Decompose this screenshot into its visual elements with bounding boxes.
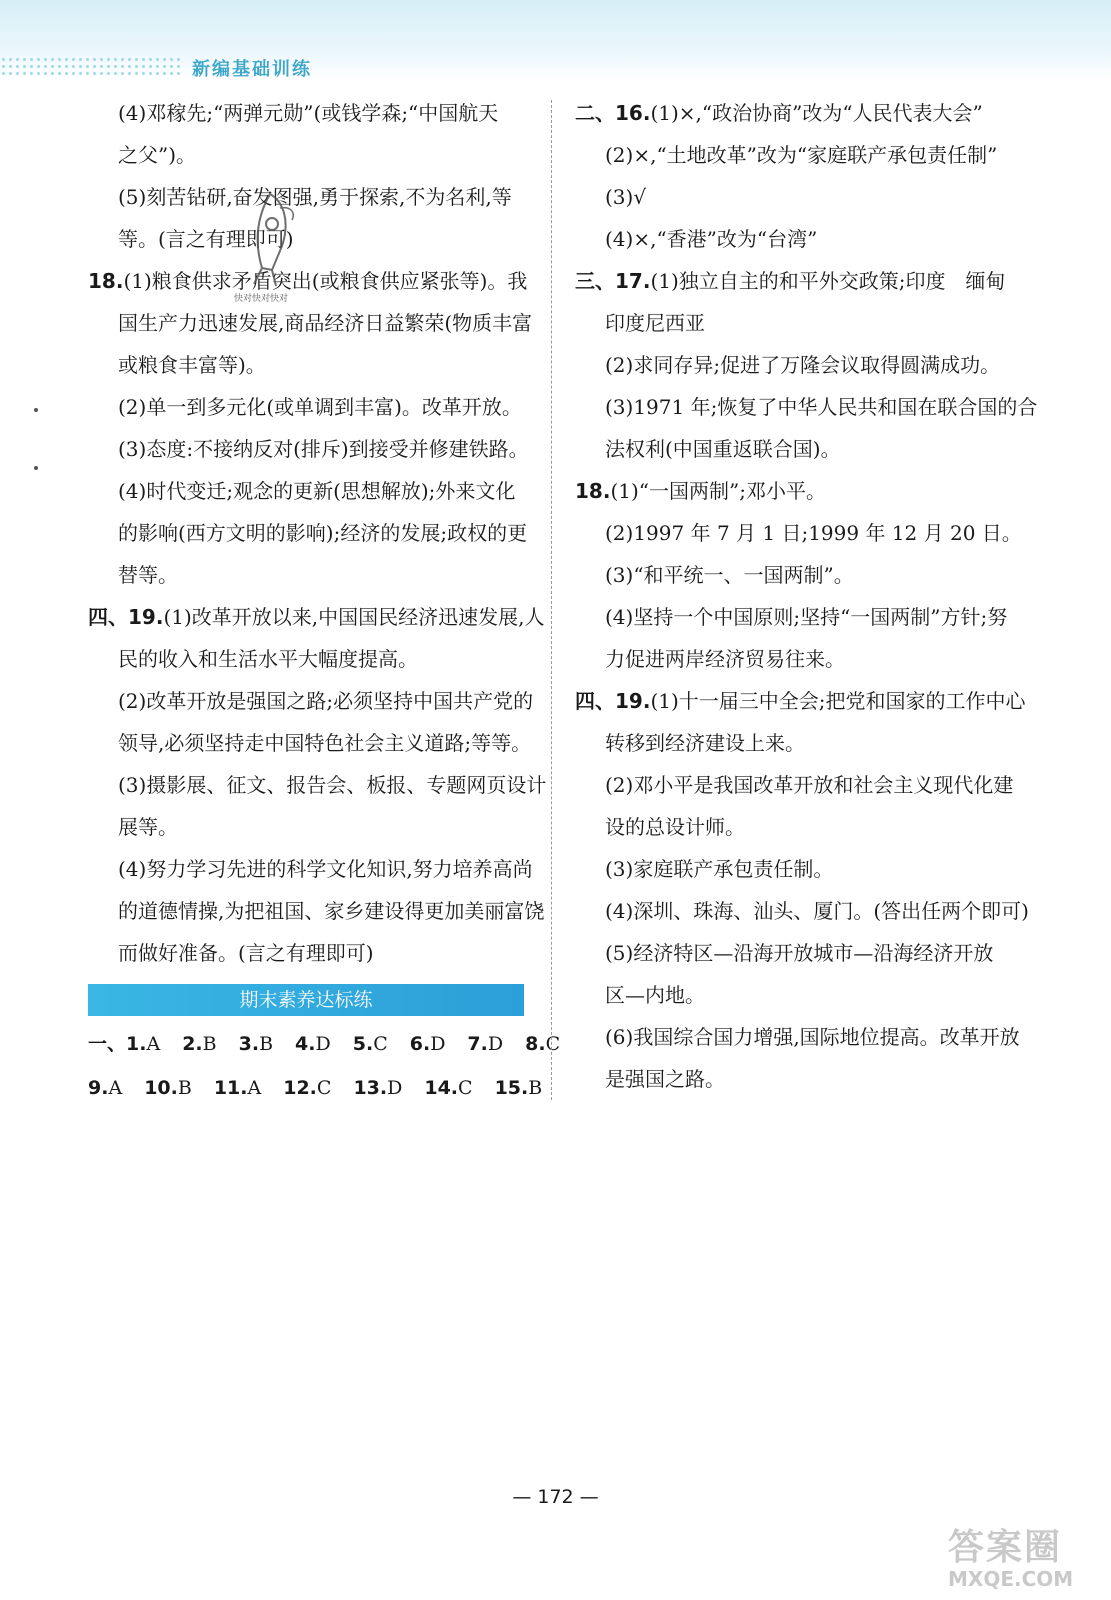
answer-text: 国生产力迅速发展,商品经济日益繁荣(物质丰富 <box>118 311 533 335</box>
mc-answer: B <box>202 1033 217 1055</box>
answer-text: (1)十一届三中全会;把党和国家的工作中心 <box>650 689 1026 713</box>
answer-text: 或粮食丰富等)。 <box>118 353 266 377</box>
answer-line <box>575 596 1031 638</box>
answer-text: 力促进两岸经济贸易往来。 <box>605 647 845 671</box>
answer-line <box>88 722 544 764</box>
answer-line <box>575 176 1031 218</box>
mc-item <box>295 1033 331 1055</box>
mc-item <box>495 1077 543 1099</box>
answer-text: 设的总设计师。 <box>605 815 745 839</box>
answer-line <box>575 1016 1031 1058</box>
mc-item <box>283 1077 331 1099</box>
watermark-line1: 答案圈 <box>948 1527 1063 1568</box>
question-number: 18. <box>575 479 611 503</box>
mc-item <box>525 1033 560 1055</box>
mc-number: 10. <box>144 1077 178 1099</box>
answer-line <box>575 638 1031 680</box>
question-number: 二、16. <box>575 101 651 125</box>
mc-item <box>410 1033 446 1055</box>
mc-answer: D <box>387 1077 403 1099</box>
answer-text: (2)单一到多元化(或单调到丰富)。改革开放。 <box>118 395 522 419</box>
answer-line <box>88 428 544 470</box>
mc-item <box>88 1033 160 1055</box>
answer-line <box>575 932 1031 974</box>
answer-line <box>88 932 544 974</box>
answer-line <box>88 302 544 344</box>
mc-row <box>88 1066 544 1110</box>
answer-text: 区—内地。 <box>605 983 705 1007</box>
answer-text: 印度尼西亚 <box>605 311 705 335</box>
mc-answer: C <box>545 1033 561 1055</box>
answer-line <box>575 764 1031 806</box>
answer-text: (2)邓小平是我国改革开放和社会主义现代化建 <box>605 773 1014 797</box>
header-dot-pattern <box>0 56 180 78</box>
question-number: 18. <box>88 269 124 293</box>
mc-item <box>467 1033 503 1055</box>
answer-text: (6)我国综合国力增强,国际地位提高。改革开放 <box>605 1025 1020 1049</box>
question-number: 四、19. <box>575 689 651 713</box>
mc-number: 14. <box>424 1077 459 1099</box>
answer-line <box>575 722 1031 764</box>
mc-answer: C <box>458 1077 473 1099</box>
answer-text: (5)经济特区—沿海开放城市—沿海经济开放 <box>605 941 994 965</box>
answer-line <box>88 890 544 932</box>
answer-text: (2)求同存异;促进了万隆会议取得圆满成功。 <box>605 353 1001 377</box>
answer-text: (3)1971 年;恢复了中华人民共和国在联合国的合 <box>605 395 1038 419</box>
answer-line <box>88 806 544 848</box>
answer-text: 的影响(西方文明的影响);经济的发展;政权的更 <box>118 521 528 545</box>
answer-line <box>575 512 1031 554</box>
answer-line <box>88 554 544 596</box>
mc-answer: B <box>177 1077 192 1099</box>
mc-answer: B <box>259 1033 274 1055</box>
book-title: 新编基础训练 <box>192 59 312 80</box>
left-answer-lines <box>88 92 547 974</box>
answer-text: 之父”)。 <box>118 143 197 167</box>
answer-text: 转移到经济建设上来。 <box>605 731 805 755</box>
answer-line <box>88 260 544 302</box>
answer-text: (4)努力学习先进的科学文化知识,努力培养高尚 <box>118 857 533 881</box>
answer-line <box>575 680 1031 722</box>
mc-number: 8. <box>525 1033 546 1055</box>
answer-line <box>88 176 544 218</box>
answer-text: 等。(言之有理即可) <box>118 227 294 251</box>
left-column <box>88 92 561 1110</box>
answer-text: (2)1997 年 7 月 1 日;1999 年 12 月 20 日。 <box>605 521 1022 545</box>
mc-item <box>144 1077 192 1099</box>
answer-line <box>575 302 1031 344</box>
answer-text: 的道德情操,为把祖国、家乡建设得更加美丽富饶 <box>118 899 545 923</box>
mc-number: 12. <box>283 1077 317 1099</box>
answer-line <box>575 386 1038 428</box>
mc-row <box>88 1022 561 1066</box>
answer-line <box>575 260 1031 302</box>
answer-text: (4)时代变迁;观念的更新(思想解放);外来文化 <box>118 479 516 503</box>
answer-text: (1)粮食供求矛盾突出(或粮食供应紧张等)。我 <box>123 269 528 293</box>
watermark-line2: MXQE.COM <box>948 1567 1074 1591</box>
answer-text: (3)√ <box>605 185 647 209</box>
mc-number: 1. <box>126 1033 147 1055</box>
answer-line <box>575 1058 1031 1100</box>
mc-item <box>239 1033 273 1055</box>
mc-answer: D <box>315 1033 331 1055</box>
mc-item <box>424 1077 472 1099</box>
mc-item <box>353 1033 388 1055</box>
answer-line <box>575 428 1031 470</box>
answer-text: (4)坚持一个中国原则;坚持“一国两制”方针;努 <box>605 605 1008 629</box>
answer-text: (4)邓稼先;“两弹元勋”(或钱学森;“中国航天 <box>118 101 499 125</box>
answer-line <box>575 554 1031 596</box>
answer-line <box>575 344 1031 386</box>
answer-line <box>88 764 547 806</box>
answer-line <box>88 680 544 722</box>
right-answer-lines <box>575 92 1038 1100</box>
answer-text: 替等。 <box>118 563 178 587</box>
answer-line <box>88 596 544 638</box>
answer-line <box>88 134 544 176</box>
answer-text: (3)摄影展、征文、报告会、板报、专题网页设计 <box>118 773 547 797</box>
column-divider <box>551 100 552 1100</box>
answer-text: (1)改革开放以来,中国国民经济迅速发展,人 <box>163 605 545 629</box>
answer-text: (4)深圳、珠海、汕头、厦门。(答出任两个即可) <box>605 899 1029 923</box>
margin-mark <box>34 408 38 412</box>
mc-number: 15. <box>494 1077 529 1099</box>
page-number: — 172 — <box>512 1486 599 1508</box>
answer-line <box>575 470 1031 512</box>
answer-text: (3)“和平统一、一国两制”。 <box>605 563 854 587</box>
mc-answer: C <box>373 1033 388 1055</box>
question-number: 三、17. <box>575 269 651 293</box>
answer-line <box>88 344 544 386</box>
mc-answer: A <box>146 1033 161 1055</box>
rocket-stamp-icon <box>232 188 302 308</box>
mc-answer: D <box>430 1033 446 1055</box>
answer-text: (2)×,“土地改革”改为“家庭联产承包责任制” <box>605 143 998 167</box>
answer-text: 民的收入和生活水平大幅度提高。 <box>118 647 418 671</box>
answer-text: 法权利(中国重返联合国)。 <box>605 437 841 461</box>
mc-answer: C <box>316 1077 332 1099</box>
answer-line <box>88 848 544 890</box>
answer-line <box>575 890 1031 932</box>
answer-line <box>88 218 544 260</box>
mc-number: 11. <box>213 1077 248 1099</box>
answer-text: (3)态度:不接纳反对(排斥)到接受并修建铁路。 <box>118 437 529 461</box>
multiple-choice-answers <box>88 1022 561 1110</box>
answer-text: (5)刻苦钻研,奋发图强,勇于探索,不为名利,等 <box>118 185 512 209</box>
answer-text: (1)独立自主的和平外交政策;印度 缅甸 <box>650 269 1006 293</box>
answer-text: 是强国之路。 <box>605 1067 725 1091</box>
answer-line <box>575 134 1031 176</box>
mc-answer: B <box>528 1077 543 1099</box>
mc-item <box>353 1077 402 1099</box>
answer-line <box>575 92 1031 134</box>
mc-item <box>214 1077 261 1099</box>
mc-number: 6. <box>409 1033 431 1055</box>
answer-line <box>88 470 544 512</box>
mc-number: 3. <box>238 1033 260 1055</box>
mc-answer: D <box>487 1033 504 1055</box>
answer-line <box>88 512 544 554</box>
margin-mark <box>34 466 38 470</box>
mc-number: 4. <box>295 1033 316 1055</box>
answer-text: 展等。 <box>118 815 178 839</box>
answer-text: 领导,必须坚持走中国特色社会主义道路;等等。 <box>118 731 532 755</box>
site-watermark <box>948 1528 1098 1594</box>
answer-text: (1)×,“政治协商”改为“人民代表大会” <box>650 101 983 125</box>
mc-item <box>88 1077 122 1099</box>
answer-line <box>575 806 1031 848</box>
mc-number: 7. <box>467 1033 488 1055</box>
answer-text: (1)“一国两制”;邓小平。 <box>610 479 826 503</box>
section-prefix: 一、 <box>88 1033 127 1055</box>
answer-line <box>88 92 544 134</box>
question-number: 四、19. <box>88 605 164 629</box>
answer-text: (4)×,“香港”改为“台湾” <box>605 227 818 251</box>
answer-line <box>575 848 1031 890</box>
answer-text: (3)家庭联产承包责任制。 <box>605 857 834 881</box>
answer-text: 而做好准备。(言之有理即可) <box>118 941 374 965</box>
mc-answer: A <box>247 1077 262 1099</box>
section-banner: 期末素养达标练 <box>88 984 524 1016</box>
right-column <box>575 92 1038 1100</box>
answer-text: (2)改革开放是强国之路;必须坚持中国共产党的 <box>118 689 534 713</box>
mc-number: 2. <box>182 1033 203 1055</box>
answer-line <box>575 974 1031 1016</box>
answer-line <box>88 386 544 428</box>
mc-number: 9. <box>88 1077 109 1099</box>
answer-line <box>88 638 544 680</box>
answer-line <box>575 218 1031 260</box>
mc-number: 5. <box>352 1033 374 1055</box>
mc-item <box>182 1033 216 1055</box>
stamp-label: 快对快对快对 <box>234 294 289 304</box>
mc-number: 13. <box>353 1077 388 1099</box>
mc-answer: A <box>108 1077 123 1099</box>
